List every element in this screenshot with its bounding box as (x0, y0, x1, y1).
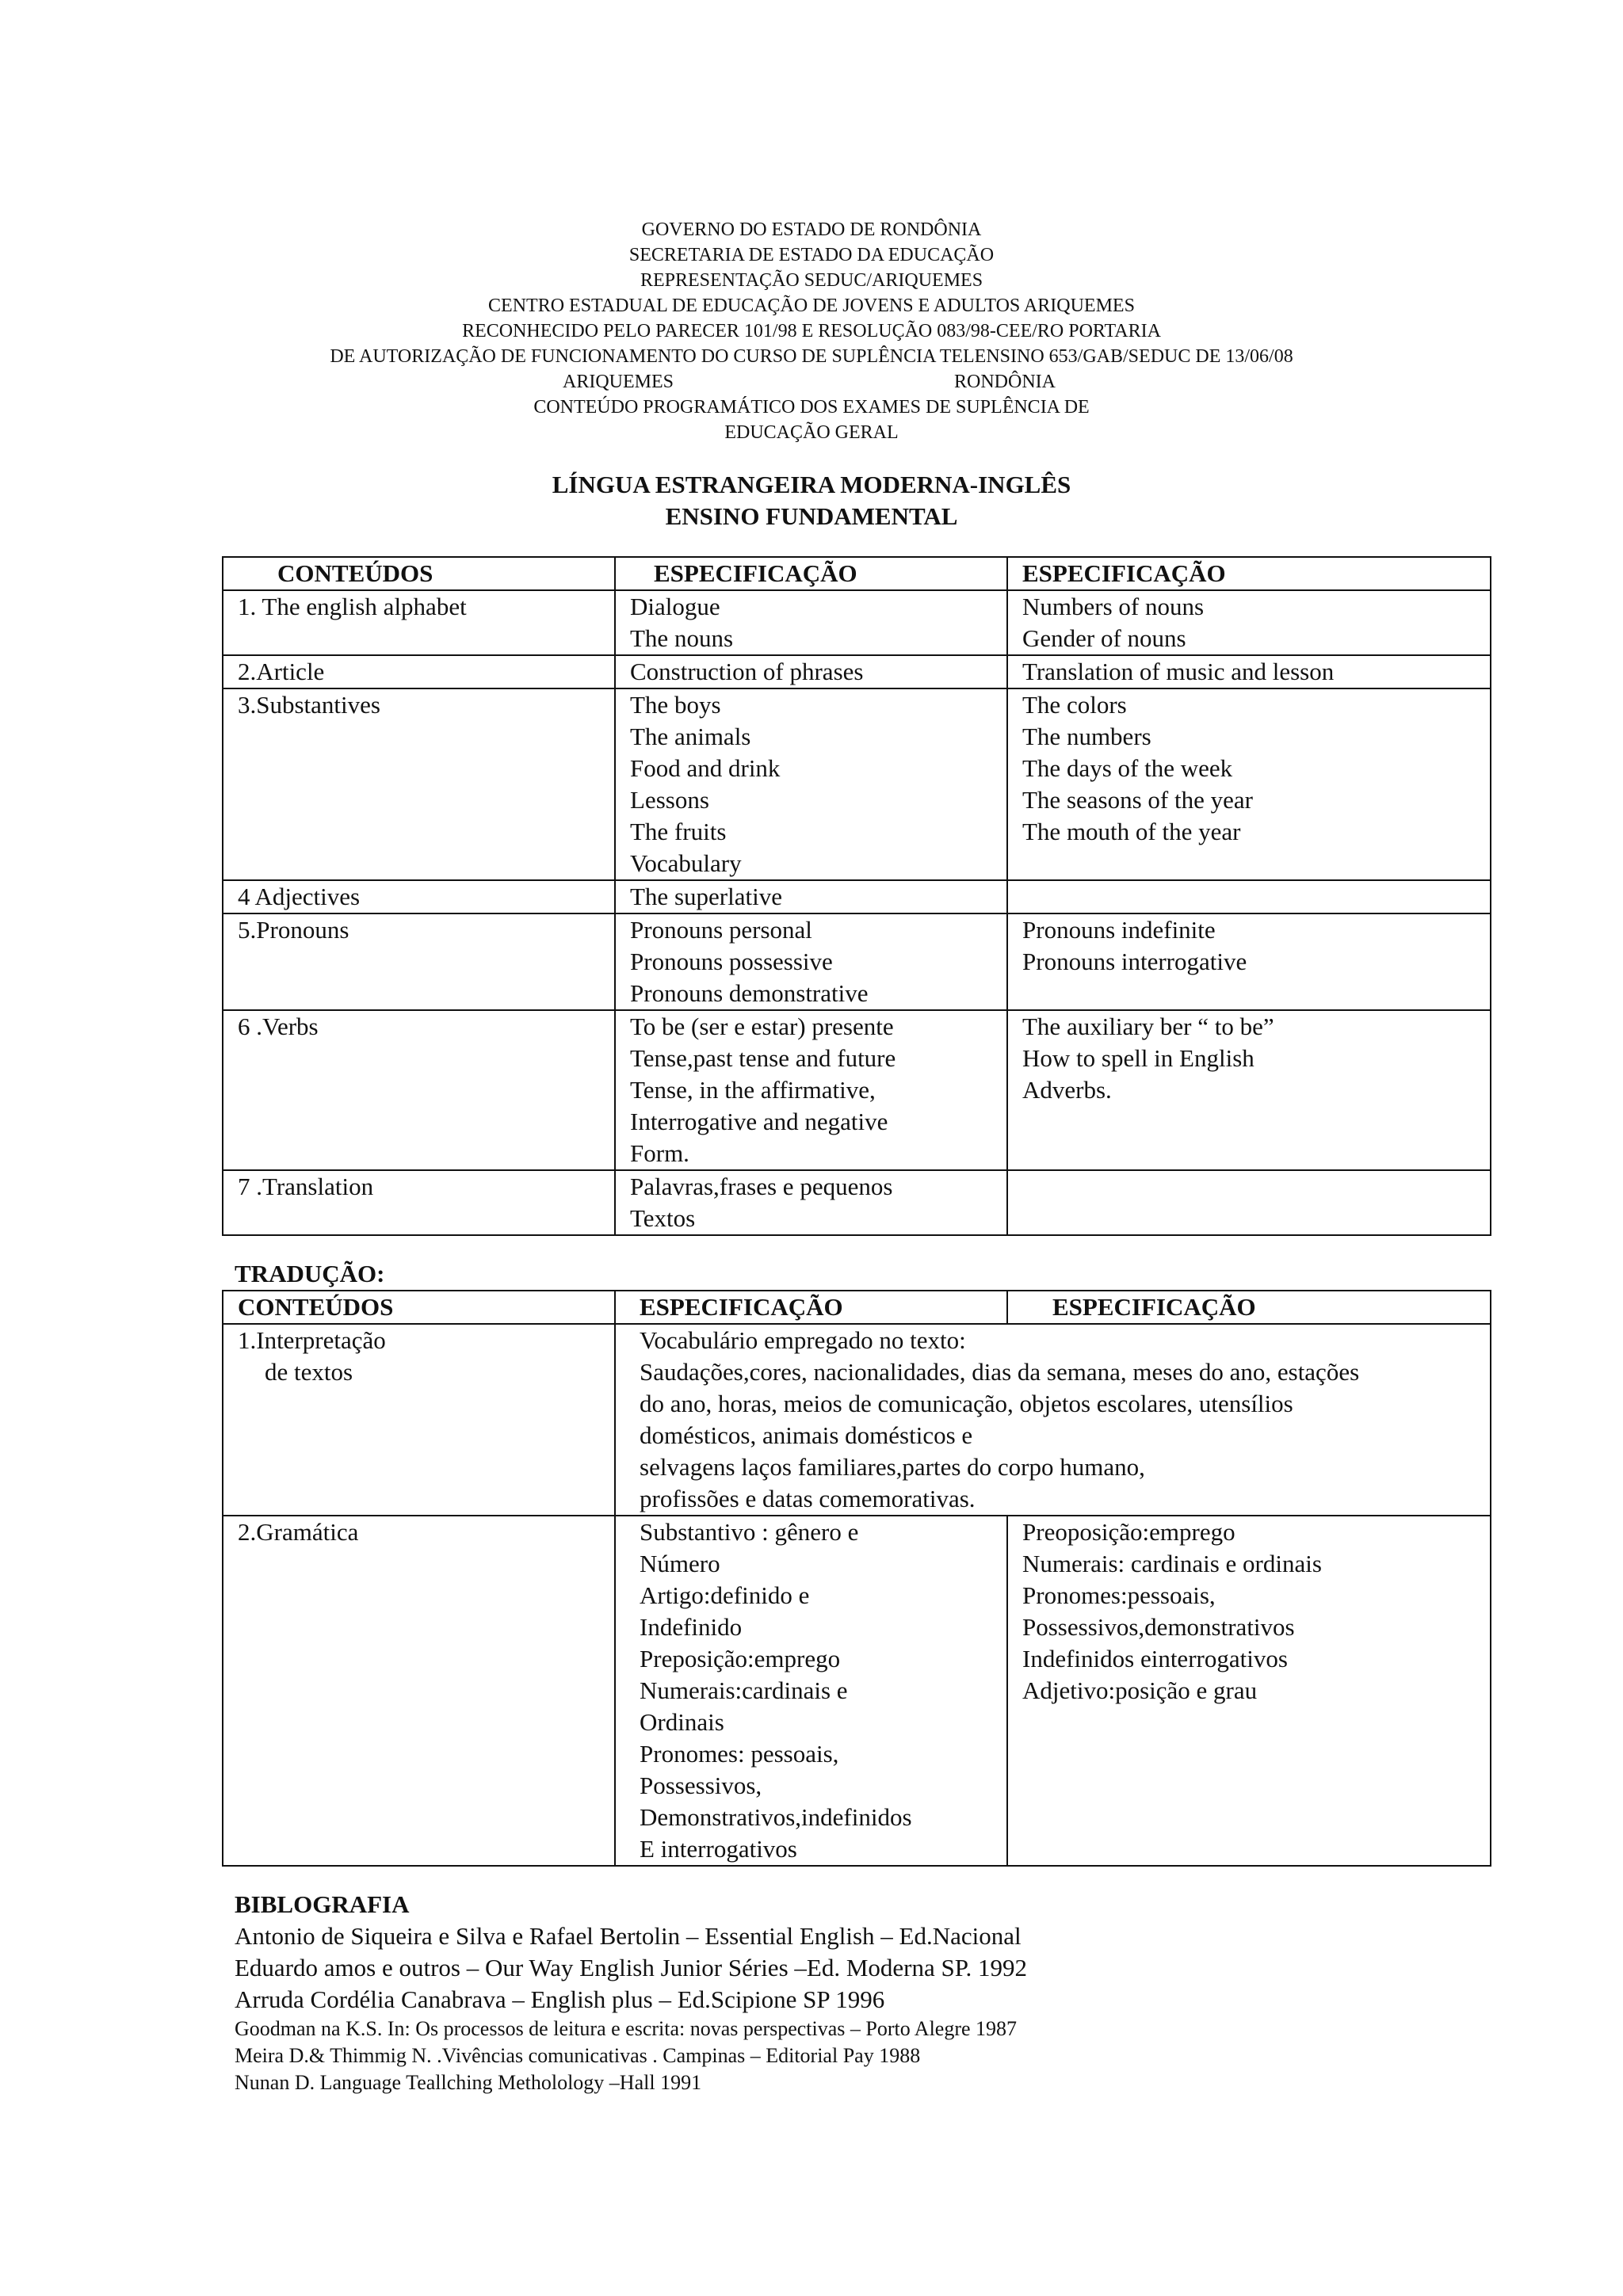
institution-header (0, 217, 1623, 445)
header-line: RECONHECIDO PELO PARECER 101/98 E RESOLUÇÃO 083/98-CEE/RO PORTARIA (462, 321, 1161, 341)
spec-item: Food and drink (630, 754, 781, 782)
header-line: CONTEÚDO PROGRAMÁTICO DOS EXAMES DE SUPLÊNCIA DE (533, 397, 1090, 418)
spec-item: profissões e datas comemorativas. (640, 1485, 976, 1512)
spec-item: The boys (630, 691, 721, 719)
spec-item: Dialogue (630, 593, 720, 620)
spec-item: Textos (630, 1204, 696, 1232)
table-row (223, 688, 1491, 880)
column-header-especificacao-2: ESPECIFICAÇÃO (1007, 557, 1491, 590)
bibliography-entry: Nunan D. Language Teallching Metholology –Hall 1991 (235, 2071, 702, 2094)
traducao-table (222, 1290, 1491, 1867)
table-row (223, 590, 1491, 655)
row-topic (223, 1324, 615, 1516)
row-spec-1 (615, 1516, 1007, 1866)
row-spec-1 (615, 880, 1007, 913)
spec-item: Possessivos, (640, 1772, 762, 1799)
spec-item: Ordinais (640, 1708, 724, 1736)
spec-item: The animals (630, 723, 751, 750)
title-level: ENSINO FUNDAMENTAL (665, 502, 958, 530)
row-spec-1 (615, 688, 1007, 880)
spec-item: Numerais:cardinais e (640, 1676, 848, 1704)
title-subject: LÍNGUA ESTRANGEIRA MODERNA-INGLÊS (552, 471, 1071, 498)
topic-line: 1.Interpretação (238, 1326, 386, 1354)
spec-item: Indefinidos einterrogativos (1022, 1645, 1288, 1672)
row-spec-2 (1007, 688, 1491, 880)
header-line: SECRETARIA DE ESTADO DA EDUCAÇÃO (628, 245, 995, 265)
row-topic: 2.Article (223, 655, 615, 688)
spec-item: The fruits (630, 818, 727, 845)
spec-item: Interrogative and negative (630, 1108, 888, 1135)
row-topic: 3.Substantives (223, 688, 615, 880)
column-header-especificacao-1: ESPECIFICAÇÃO (615, 557, 1007, 590)
row-topic: 4 Adjectives (223, 880, 615, 913)
spec-item: Saudações,cores, nacionalidades, dias da semana, meses do ano, estações (640, 1358, 1360, 1386)
spec-item: Numbers of nouns (1022, 593, 1205, 620)
spec-item: do ano, horas, meios de comunicação, objetos escolares, utensílios (640, 1390, 1293, 1417)
spec-item: Lessons (630, 786, 709, 814)
spec-item: Possessivos,demonstrativos (1022, 1613, 1295, 1641)
column-header-especificacao-1: ESPECIFICAÇÃO (615, 1291, 1007, 1324)
bibliography-entry: Meira D.& Thimmig N. .Vivências comunicativas . Campinas – Editorial Pay 1988 (235, 2044, 921, 2067)
spec-item: Pronouns personal (630, 916, 812, 944)
column-header-conteudos: CONTEÚDOS (223, 557, 615, 590)
row-spec-2 (1007, 880, 1491, 913)
row-spec-2 (1007, 590, 1491, 655)
topic-line: de textos (265, 1358, 353, 1386)
spec-item: The nouns (630, 624, 734, 652)
header-line: EDUCAÇÃO GERAL (724, 422, 899, 443)
spec-item: Demonstrativos,indefinidos (640, 1803, 912, 1831)
spec-item: Adverbs. (1022, 1076, 1112, 1104)
row-spec-1 (615, 913, 1007, 1010)
header-city: ARIQUEMES (563, 372, 674, 392)
spec-item: Número (640, 1550, 720, 1577)
bibliography-entry: Goodman na K.S. In: Os processos de leitura e escrita: novas perspectivas – Porto Alegre 1987 (235, 2017, 1018, 2040)
table-row (223, 1010, 1491, 1170)
spec-item: Gender of nouns (1022, 624, 1186, 652)
bibliography-entry: Arruda Cordélia Canabrava – English plus – Ed.Scipione SP 1996 (235, 1985, 885, 2013)
spec-item: Pronouns interrogative (1022, 948, 1247, 975)
spec-item: Numerais: cardinais e ordinais (1022, 1550, 1322, 1577)
spec-item: Tense,past tense and future (630, 1044, 896, 1072)
header-line: REPRESENTAÇÃO SEDUC/ARIQUEMES (640, 270, 983, 291)
spec-item: selvagens laços familiares,partes do corpo humano, (640, 1453, 1145, 1481)
row-spec-2 (1007, 1170, 1491, 1235)
header-location-line (0, 369, 1623, 395)
spec-item: Preoposição:emprego (1022, 1518, 1235, 1546)
row-spec-1 (615, 590, 1007, 655)
spec-item: Construction of phrases (630, 658, 864, 685)
header-line: GOVERNO DO ESTADO DE RONDÔNIA (641, 219, 982, 240)
spec-item: The superlative (630, 883, 782, 910)
spec-item: How to spell in English (1022, 1044, 1254, 1072)
row-spec-1 (615, 1170, 1007, 1235)
table-row (223, 655, 1491, 688)
row-topic: 1. The english alphabet (223, 590, 615, 655)
spec-item: Translation of music and lesson (1022, 658, 1335, 685)
spec-item: To be (ser e estar) presente (630, 1013, 894, 1040)
spec-item: E interrogativos (640, 1835, 797, 1863)
row-spec-1 (615, 655, 1007, 688)
row-topic: 7 .Translation (223, 1170, 615, 1235)
bibliography-entry: Antonio de Siqueira e Silva e Rafael Bertolin – Essential English – Ed.Nacional (235, 1922, 1022, 1950)
spec-item: Form. (630, 1139, 689, 1167)
spec-item: Indefinido (640, 1613, 743, 1641)
row-topic: 5.Pronouns (223, 913, 615, 1010)
traducao-heading: TRADUÇÃO: (235, 1260, 385, 1287)
spec-item: Pronomes:pessoais, (1022, 1581, 1216, 1609)
spec-item: Pronouns demonstrative (630, 979, 869, 1007)
spec-item: The auxiliary ber “ to be” (1022, 1013, 1274, 1040)
spec-item: Preposição:emprego (640, 1645, 841, 1672)
column-header-especificacao-2: ESPECIFICAÇÃO (1007, 1291, 1491, 1324)
spec-item: The numbers (1022, 723, 1151, 750)
row-topic: 6 .Verbs (223, 1010, 615, 1170)
row-spec-2 (1007, 1010, 1491, 1170)
spec-item: Substantivo : gênero e (640, 1518, 859, 1546)
table-row (223, 913, 1491, 1010)
spec-item: Vocabulary (630, 849, 742, 877)
row-spec-1 (615, 1010, 1007, 1170)
spec-item: Palavras,frases e pequenos (630, 1173, 893, 1200)
spec-item: The mouth of the year (1022, 818, 1241, 845)
table-header-row (223, 557, 1491, 590)
spec-item: Tense, in the affirmative, (630, 1076, 876, 1104)
bibliography-heading: BIBLOGRAFIA (235, 1890, 410, 1918)
table-header-row (223, 1291, 1491, 1324)
spec-item: Pronouns possessive (630, 948, 833, 975)
spec-item: The days of the week (1022, 754, 1233, 782)
header-line: CENTRO ESTADUAL DE EDUCAÇÃO DE JOVENS E ADULTOS ARIQUEMES (488, 296, 1135, 316)
spec-item: domésticos, animais domésticos e (640, 1421, 973, 1449)
spec-item: Artigo:definido e (640, 1581, 810, 1609)
header-state: RONDÔNIA (954, 372, 1056, 392)
bibliography (235, 1889, 1503, 2096)
document-title (0, 469, 1623, 532)
row-spec-2 (1007, 655, 1491, 688)
table-row (223, 1324, 1491, 1516)
spec-item: Vocabulário empregado no texto: (640, 1326, 966, 1354)
contents-table (222, 556, 1491, 1236)
row-topic: 2.Gramática (223, 1516, 615, 1866)
table-row (223, 880, 1491, 913)
table-row (223, 1170, 1491, 1235)
row-spec-2 (1007, 913, 1491, 1010)
table-row (223, 1516, 1491, 1866)
row-spec-2 (1007, 1516, 1491, 1866)
bibliography-entry: Eduardo amos e outros – Our Way English Junior Séries –Ed. Moderna SP. 1992 (235, 1954, 1028, 1981)
spec-item: Adjetivo:posição e grau (1022, 1676, 1258, 1704)
spec-item: Pronouns indefinite (1022, 916, 1216, 944)
column-header-conteudos: CONTEÚDOS (223, 1291, 615, 1324)
row-spec-merged (615, 1324, 1491, 1516)
spec-item: Pronomes: pessoais, (640, 1740, 839, 1768)
spec-item: The colors (1022, 691, 1127, 719)
spec-item: The seasons of the year (1022, 786, 1253, 814)
header-line: DE AUTORIZAÇÃO DE FUNCIONAMENTO DO CURSO DE SUPLÊNCIA TELENSINO 653/GAB/SEDUC DE 13/06/08 (330, 346, 1293, 367)
